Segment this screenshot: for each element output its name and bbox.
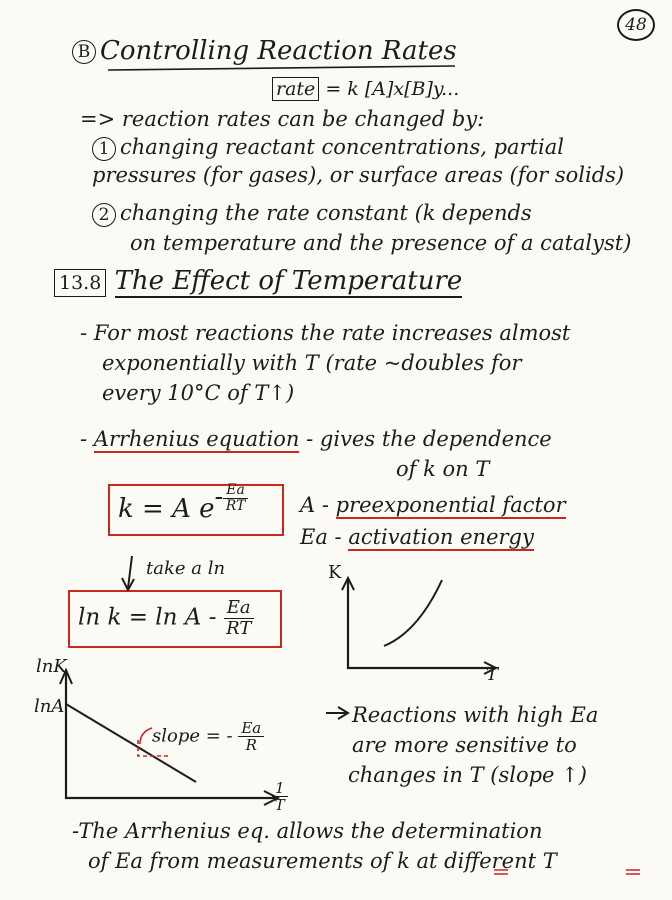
- title-underline: [108, 66, 455, 70]
- lnk-axis-label: lnK: [36, 656, 67, 677]
- bullet-2-line-1: - Arrhenius equation - gives the dependence: [80, 427, 552, 451]
- item-2-line-2: on temperature and the presence of a catalyst): [130, 231, 632, 255]
- bullet-2-line-2: of k on T: [396, 457, 490, 481]
- bullet-1-line-1: - For most reactions the rate increases almost: [80, 321, 571, 345]
- ln-fraction: $\frac{Ea}{RT}$: [224, 598, 254, 639]
- take-ln-note: take a ln: [146, 558, 226, 579]
- t-axis-label: T: [486, 664, 499, 685]
- rate-word: rate: [272, 77, 319, 101]
- bullet-1-line-2: exponentially with T (rate ~doubles for: [102, 351, 522, 375]
- slope-label: slope = - $\frac{Ea}{R}$: [152, 720, 264, 753]
- section-b-title: Controlling Reaction Rates: [100, 36, 457, 66]
- item-1-line-2: pressures (for gases), or surface areas (for solids): [92, 163, 625, 187]
- note-line-3: changes in T (slope ↑): [348, 763, 587, 787]
- ea-definition: Ea - activation energy: [300, 525, 534, 549]
- k-emphasis-mark: [494, 870, 508, 874]
- final-line-2: of Ea from measurements of k at different T: [88, 849, 557, 873]
- page-number: 48: [617, 9, 655, 41]
- a-definition: A - preexponential factor: [300, 493, 566, 517]
- t-emphasis-mark: [626, 870, 640, 874]
- item-1-number: 1: [92, 137, 116, 161]
- bullet-1-line-3: every 10°C of T↑): [102, 381, 295, 405]
- section-13-8-number: 13.8: [54, 269, 106, 297]
- rate-law-expression: = k [A]x[B]y...: [325, 78, 460, 100]
- k-vs-t-axes: [348, 580, 494, 668]
- rate-intro: => reaction rates can be changed by:: [80, 107, 485, 131]
- item-1-line-1: 1 changing reactant concentrations, partial: [92, 134, 564, 161]
- ln-equation: ln k = ln A - $\frac{Ea}{RT}$: [78, 598, 254, 639]
- section-b-marker: B: [72, 40, 96, 64]
- slope-triangle: [138, 740, 168, 756]
- section-13-8-title: The Effect of Temperature: [114, 266, 463, 296]
- arrhenius-term: Arrhenius equation: [93, 427, 300, 451]
- inverse-t-axis-label: $\frac{1}{T}$: [272, 780, 288, 813]
- arrhenius-equation: k = A e- $\frac{Ea}{RT}$: [118, 494, 248, 526]
- ln-k-vs-inverse-t-graph: [60, 670, 278, 805]
- exponent-fraction: $\frac{Ea}{RT}$: [223, 483, 248, 514]
- slope-pointer: [140, 728, 152, 744]
- k-vs-t-graph: [342, 578, 496, 674]
- k-axis-label: K: [328, 562, 342, 583]
- right-arrow-icon: [326, 707, 348, 719]
- ln-decreasing-line: [66, 704, 196, 782]
- lna-intercept-label: lnA: [34, 696, 65, 717]
- exponential-curve: [384, 580, 442, 646]
- down-arrow-icon: [122, 556, 134, 590]
- slope-fraction: $\frac{Ea}{R}$: [238, 720, 264, 753]
- note-line-1: Reactions with high Ea: [352, 703, 599, 727]
- item-2-line-1: 2 changing the rate constant (k depends: [92, 200, 532, 227]
- final-line-1: -The Arrhenius eq. allows the determination: [72, 819, 543, 843]
- ln-graph-axes: [66, 672, 276, 798]
- item-2-number: 2: [92, 203, 116, 227]
- note-line-2: are more sensitive to: [352, 733, 577, 757]
